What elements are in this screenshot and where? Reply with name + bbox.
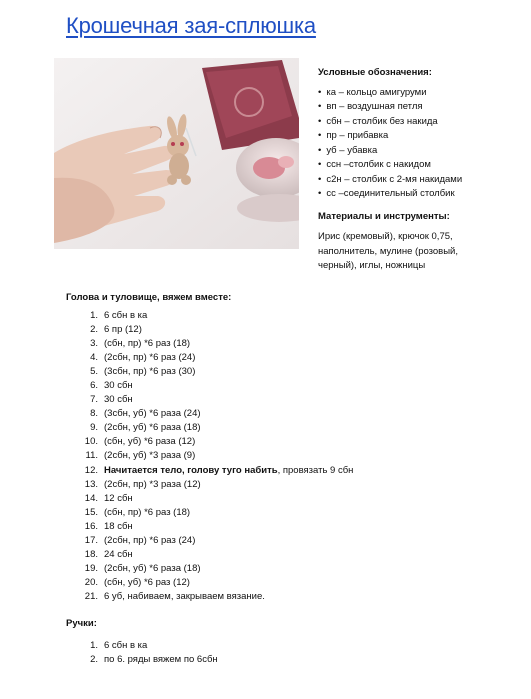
step-text	[98, 408, 201, 419]
step-text-value: (сбн, пр) *6 раз (18)	[104, 506, 191, 518]
step-text	[98, 352, 195, 363]
step-number: 5.	[90, 366, 98, 378]
step-item	[66, 323, 353, 337]
materials-title: Материалы и инструменты:	[318, 210, 450, 222]
step-text-value: (сбн, уб) *6 раза (12)	[104, 436, 196, 448]
step-number: 1.	[90, 310, 98, 321]
step-number: 13.	[84, 478, 98, 490]
legend-item: • вп – воздушная петля	[318, 100, 518, 115]
step-item	[66, 639, 218, 653]
step-number: 2.	[90, 324, 98, 336]
step-item	[66, 407, 353, 421]
step-item	[66, 534, 353, 548]
photo-illustration	[54, 58, 299, 249]
toy-photo	[54, 58, 299, 249]
step-text-value: (сбн, уб) *6 раз (12)	[104, 576, 190, 588]
step-text	[98, 422, 201, 433]
arms-steps-list	[66, 639, 218, 667]
step-text-value: (2сбн, уб) *6 раза (18)	[104, 422, 201, 434]
step-number: 17.	[84, 534, 98, 546]
head-steps-list	[66, 309, 353, 604]
step-number: 12.	[84, 464, 98, 476]
step-number: 6.	[90, 380, 98, 392]
legend-title: Условные обозначения:	[318, 67, 432, 78]
step-text	[98, 577, 190, 588]
step-text	[98, 591, 265, 602]
step-text-value: 6 уб, набиваем, закрываем вязание.	[104, 590, 265, 602]
step-item	[66, 548, 353, 562]
step-item	[66, 351, 353, 365]
legend-list	[318, 86, 518, 202]
step-text-value: 12 сбн	[104, 492, 133, 504]
step-item	[66, 464, 353, 478]
step-text	[98, 380, 133, 391]
step-item	[66, 653, 218, 667]
step-number: 4.	[90, 352, 98, 364]
step-number: 16.	[84, 520, 98, 532]
step-text-value: (сбн, пр) *6 раз (18)	[104, 338, 191, 350]
step-text	[98, 338, 190, 349]
step-text	[98, 640, 147, 651]
step-text-value: (3сбн, пр) *6 раз (30)	[104, 366, 196, 378]
arms-section-title: Ручки:	[66, 618, 97, 629]
step-text-value: (2сбн, пр) *6 раз (24)	[104, 352, 196, 364]
step-number: 2.	[90, 654, 98, 666]
head-section-title: Голова и туловище, вяжем вместе:	[66, 292, 232, 303]
step-number: 3.	[90, 338, 98, 350]
step-number: 7.	[90, 394, 98, 406]
step-number: 8.	[90, 408, 98, 420]
step-text	[98, 450, 195, 461]
step-item	[66, 309, 353, 323]
materials-text: Ирис (кремовый), крючок 0,75, наполнитель, мулине (розовый, черный), иглы, ножницы	[318, 231, 459, 271]
step-text	[98, 310, 147, 321]
step-item	[66, 506, 353, 520]
step-number: 9.	[90, 422, 98, 434]
step-number: 18.	[84, 548, 98, 560]
step-text-value: 30 сбн	[104, 380, 133, 392]
step-text	[98, 521, 133, 532]
step-number: 1.	[90, 640, 98, 651]
page-title: Крошечная зая-сплюшка	[66, 13, 316, 38]
step-item	[66, 520, 353, 534]
step-text-value: (3сбн, уб) *6 раза (24)	[104, 408, 201, 420]
step-emphasis: Начитается тело, голову туго набить	[104, 464, 278, 476]
step-text	[98, 324, 142, 335]
legend-item: • уб – убавка	[318, 144, 518, 159]
jar-shape	[236, 138, 299, 222]
step-text-value: (2сбн, пр) *3 раза (12)	[104, 478, 201, 490]
step-text-value: 24 сбн	[104, 548, 133, 560]
step-item	[66, 590, 353, 604]
step-number: 10.	[84, 436, 98, 448]
step-number: 20.	[84, 576, 98, 588]
step-text	[98, 465, 353, 476]
step-text-value: (2сбн, уб) *6 раза (18)	[104, 562, 201, 574]
step-item	[66, 379, 353, 393]
step-text	[98, 654, 218, 665]
step-text	[98, 507, 190, 518]
step-item	[66, 435, 353, 449]
step-number: 15.	[84, 506, 98, 518]
step-number: 19.	[84, 562, 98, 574]
step-number: 14.	[84, 492, 98, 504]
legend-item: • сбн – столбик без накида	[318, 115, 518, 130]
step-text	[98, 436, 195, 447]
legend-item: • ссн –столбик с накидом	[318, 158, 518, 173]
step-text	[98, 549, 133, 560]
step-number: 21.	[84, 590, 98, 602]
step-item	[66, 337, 353, 351]
step-text-value: 6 сбн в ка	[104, 640, 148, 651]
step-text-value: 6 сбн в ка	[104, 310, 148, 321]
step-text-value: 6 пр (12)	[104, 324, 142, 336]
step-text-value: 30 сбн	[104, 394, 133, 406]
step-text-value: (2сбн, пр) *6 раз (24)	[104, 534, 196, 546]
step-item	[66, 492, 353, 506]
step-item	[66, 478, 353, 492]
step-item	[66, 449, 353, 463]
legend-item: • ка – кольцо амигуруми	[318, 86, 518, 101]
step-item	[66, 365, 353, 379]
step-item	[66, 576, 353, 590]
step-text-value: , провязать 9 сбн	[277, 464, 354, 476]
step-text	[98, 479, 201, 490]
step-item	[66, 393, 353, 407]
step-number: 11.	[85, 450, 98, 462]
legend-item: • с2н – столбик с 2-мя накидами	[318, 173, 518, 188]
step-text	[98, 366, 195, 377]
legend-block	[318, 66, 518, 274]
legend-item: • пр – прибавка	[318, 129, 518, 144]
step-text-value: (2сбн, уб) *3 раза (9)	[104, 450, 196, 462]
legend-item: • сс –соединительный столбик	[318, 187, 518, 202]
step-text	[98, 535, 195, 546]
step-text	[98, 563, 201, 574]
step-item	[66, 562, 353, 576]
step-text-value: 18 сбн	[104, 520, 133, 532]
step-text-value: по 6. ряды вяжем по 6сбн	[104, 654, 218, 666]
step-text	[98, 493, 133, 504]
step-text	[98, 394, 133, 405]
step-item	[66, 421, 353, 435]
